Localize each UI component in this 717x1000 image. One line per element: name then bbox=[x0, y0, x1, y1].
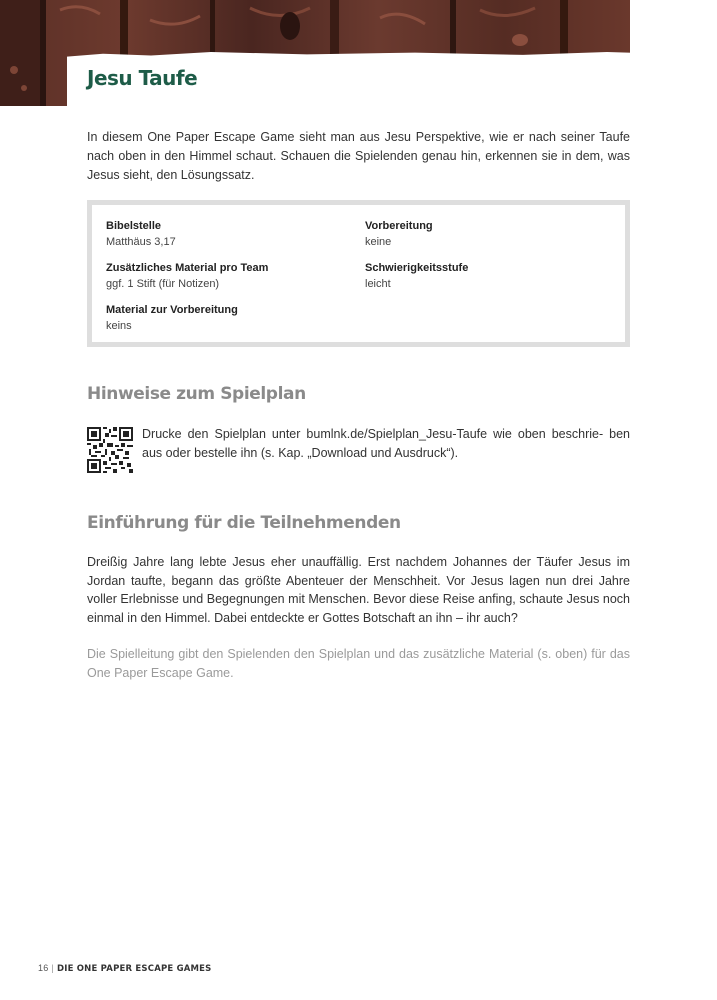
info-label: Material zur Vorbereitung bbox=[106, 304, 238, 316]
info-label: Schwierigkeitsstufe bbox=[365, 262, 469, 274]
info-material-vorbereitung bbox=[106, 302, 238, 334]
info-bibelstelle bbox=[106, 218, 176, 250]
info-schwierigkeit bbox=[365, 260, 468, 292]
info-value: leicht bbox=[365, 278, 391, 290]
info-value: ggf. 1 Stift (für Notizen) bbox=[106, 278, 220, 290]
footer bbox=[38, 963, 212, 974]
info-material-team bbox=[106, 260, 268, 292]
hinweise-heading: Hinweise zum Spielplan bbox=[87, 384, 306, 404]
spielleitung-note: Die Spielleitung gibt den Spielenden den Spielplan und das zusätzliche Material (s. oben) für das One Paper Escape Game. bbox=[87, 647, 630, 680]
qr-code-icon bbox=[87, 427, 133, 473]
footer-separator: | bbox=[51, 963, 54, 973]
info-value: keins bbox=[106, 320, 132, 332]
page-title: Jesu Taufe bbox=[87, 66, 198, 90]
info-box bbox=[87, 200, 630, 347]
info-value: keine bbox=[365, 236, 392, 248]
info-label: Vorbereitung bbox=[365, 220, 433, 232]
info-value: Matthäus 3,17 bbox=[106, 236, 176, 248]
hinweise-text: Drucke den Spielplan unter bumlnk.de/Spielplan_Jesu-Taufe wie oben beschrie- ben aus oder bestelle ihn (s. Kap. „Download und Ausdruck“). bbox=[142, 427, 630, 460]
einfuehrung-heading: Einführung für die Teilnehmenden bbox=[87, 513, 401, 533]
intro-paragraph: In diesem One Paper Escape Game sieht man aus Jesu Perspektive, wie er nach seiner Taufe nach oben in den Himmel schaut. Schauen die Spielenden genau hin, erkennen sie in dem, was Jesus sieht, den Lösungssatz. bbox=[87, 130, 630, 182]
info-label: Zusätzliches Material pro Team bbox=[106, 262, 269, 274]
info-label: Bibelstelle bbox=[106, 220, 162, 232]
page-number: 16 bbox=[38, 963, 49, 973]
einfuehrung-text: Dreißig Jahre lang lebte Jesus eher unauffällig. Erst nachdem Johannes der Täufer Jesus im Jordan taufte, begann das größte Abenteuer der Menschheit. Vor Jesus lagen nun drei Jahre voller Erlebnisse und Begegnungen mit Menschen. Bevor diese Reise anfing, schaute Jesus noch einmal in den Himmel. Dabei entdeckte er Gottes Botschaft an ihn – ihr auch? bbox=[87, 555, 630, 625]
info-vorbereitung bbox=[365, 218, 433, 250]
book-title: DIE ONE PAPER ESCAPE GAMES bbox=[56, 964, 212, 974]
